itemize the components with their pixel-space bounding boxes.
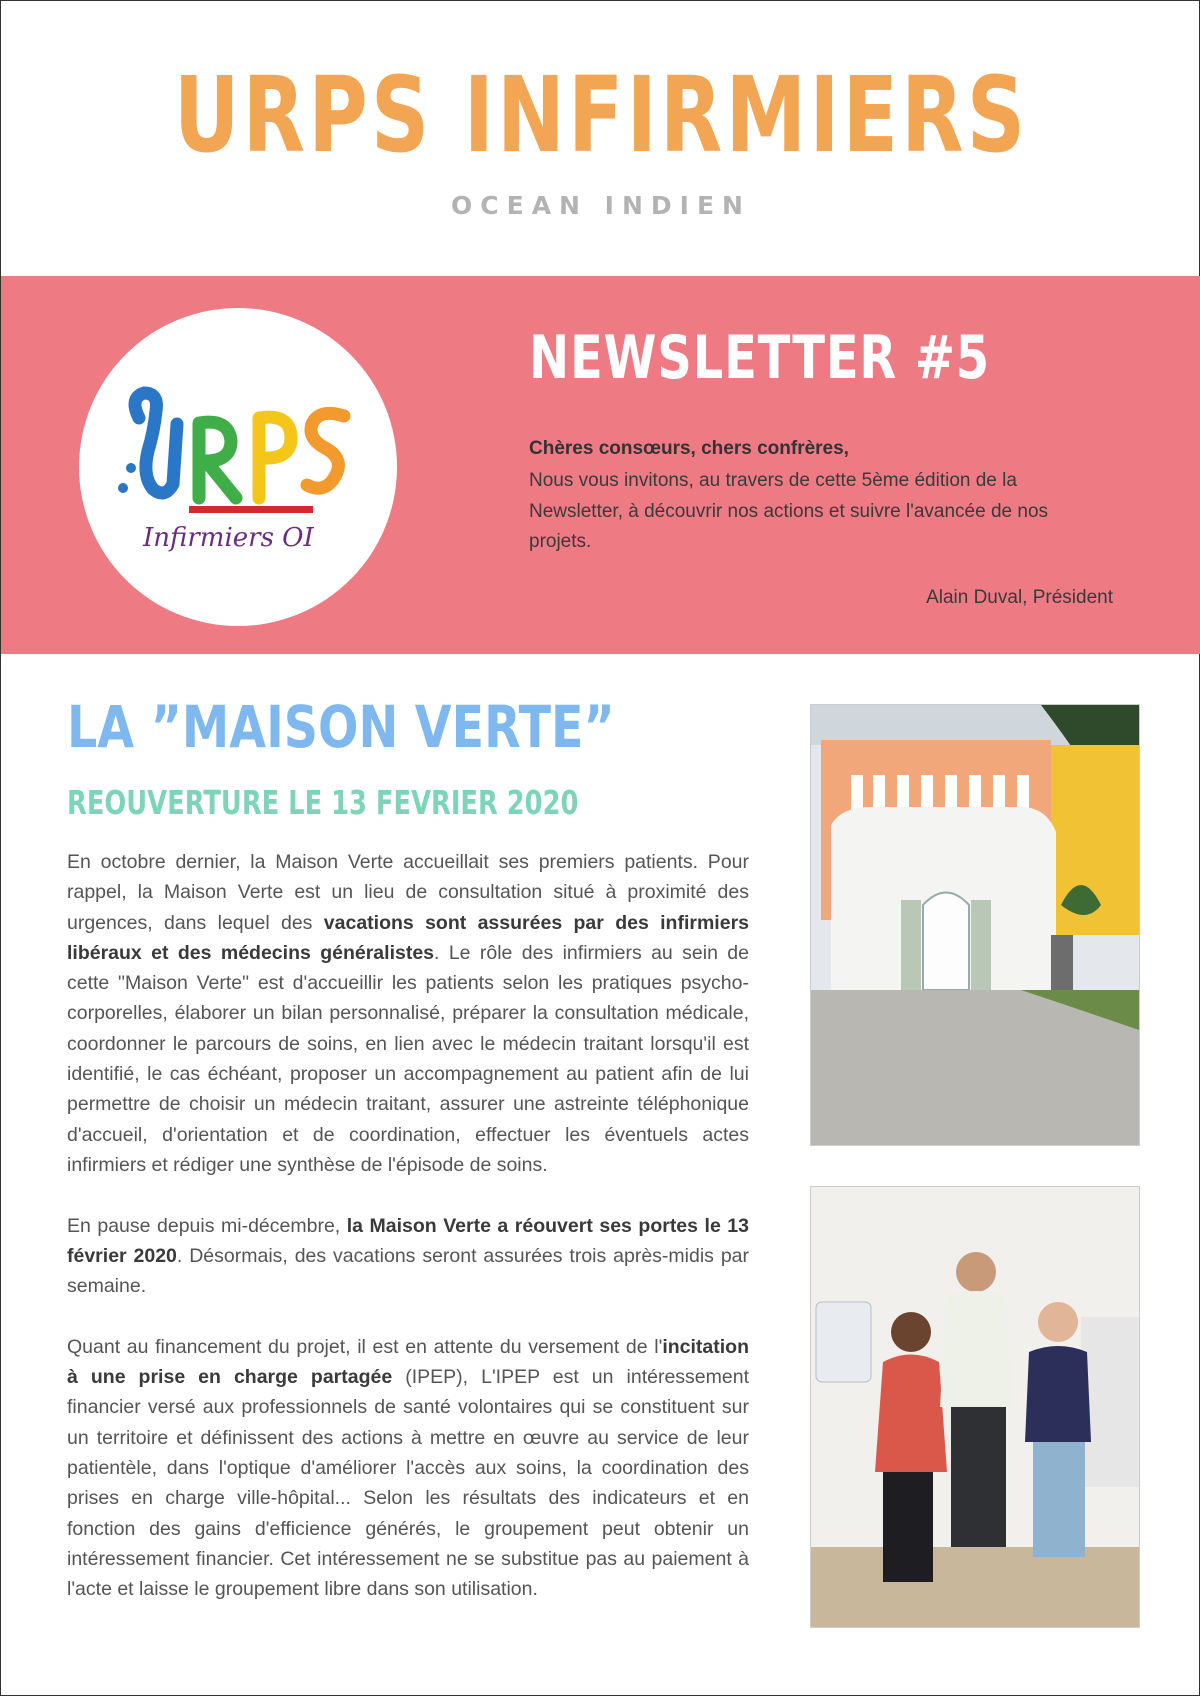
article-paragraph-2: En pause depuis mi-décembre, la Maison Verte a réouvert ses portes le 13 février 2020. Désormais, des vacations seront assurées trois après-midis par semaine. [67, 1214, 749, 1298]
article-subtitle: REOUVERTURE LE 13 FEVRIER 2020 [67, 783, 579, 822]
newsletter-intro: Nous vous invitons, au travers de cette 5ème édition de la Newsletter, à découvrir nos actions et suivre l'avancée de nos projets. [529, 470, 1049, 552]
brand-title: URPS INFIRMIERS [173, 54, 1029, 176]
building-image [811, 705, 1139, 1145]
urps-logo [79, 308, 397, 626]
newsletter-greeting: Chères consœurs, chers confrères, [529, 438, 849, 459]
article-paragraph-3: Quant au financement du projet, il est en attente du versement de l'incitation à une prise en charge partagée (IPEP), L'IPEP est un intéressement financier versé aux professionnels de santé volontaires qui se constituent sur un territoire et définissent des actions à mettre en œuvre au service de leur patientèle, dans l'optique d'améliorer l'accès aux soins, la coordination des prises en charge ville-hôpital... Selon les résultats des indicateurs et en fonction des gains d'efficience générés, le groupement peut obtenir un intéressement financier. Cet intéressement ne se substitue pas au paiement à l'acte et laisse le groupement libre dans son utilisation. [67, 1335, 749, 1601]
article-body [67, 847, 749, 1635]
newsletter-banner [1, 276, 1200, 654]
article-title: LA ”MAISON VERTE” [67, 693, 615, 761]
maison-verte-building-photo [810, 704, 1140, 1146]
team-image [811, 1187, 1139, 1627]
brand-subtitle: OCEAN INDIEN [451, 191, 751, 220]
urps-logo-icon [109, 368, 369, 568]
team-photo [810, 1186, 1140, 1628]
newsletter-title: NEWSLETTER #5 [529, 323, 990, 393]
logo-name: Infirmiers OI [143, 523, 314, 553]
article-paragraph-1: En octobre dernier, la Maison Verte accueillait ses premiers patients. Pour rappel, la Maison Verte est un lieu de consultation situé à proximité des urgences, dans lequel des vacations sont assurées par des infirmiers libéraux et des médecins généralistes. Le rôle des infirmiers au sein de cette "Maison Verte" est d'accueillir les patients selon les pratiques psycho-corporelles, élaborer un bilan personnalisé, préparer la consultation médicale, coordonner le parcours de soins, en lien avec le médecin traitant lorsqu'il est identifié, le cas échéant, proposer un accompagnement au patient afin de lui permettre de choisir un médecin traitant, assurer une astreinte téléphonique d'accueil, d'orientation et de coordination, effectuer les éventuels actes infirmiers et rédiger une synthèse de l'épisode de soins. [67, 851, 749, 1176]
newsletter-signature: Alain Duval, Président [926, 587, 1113, 608]
